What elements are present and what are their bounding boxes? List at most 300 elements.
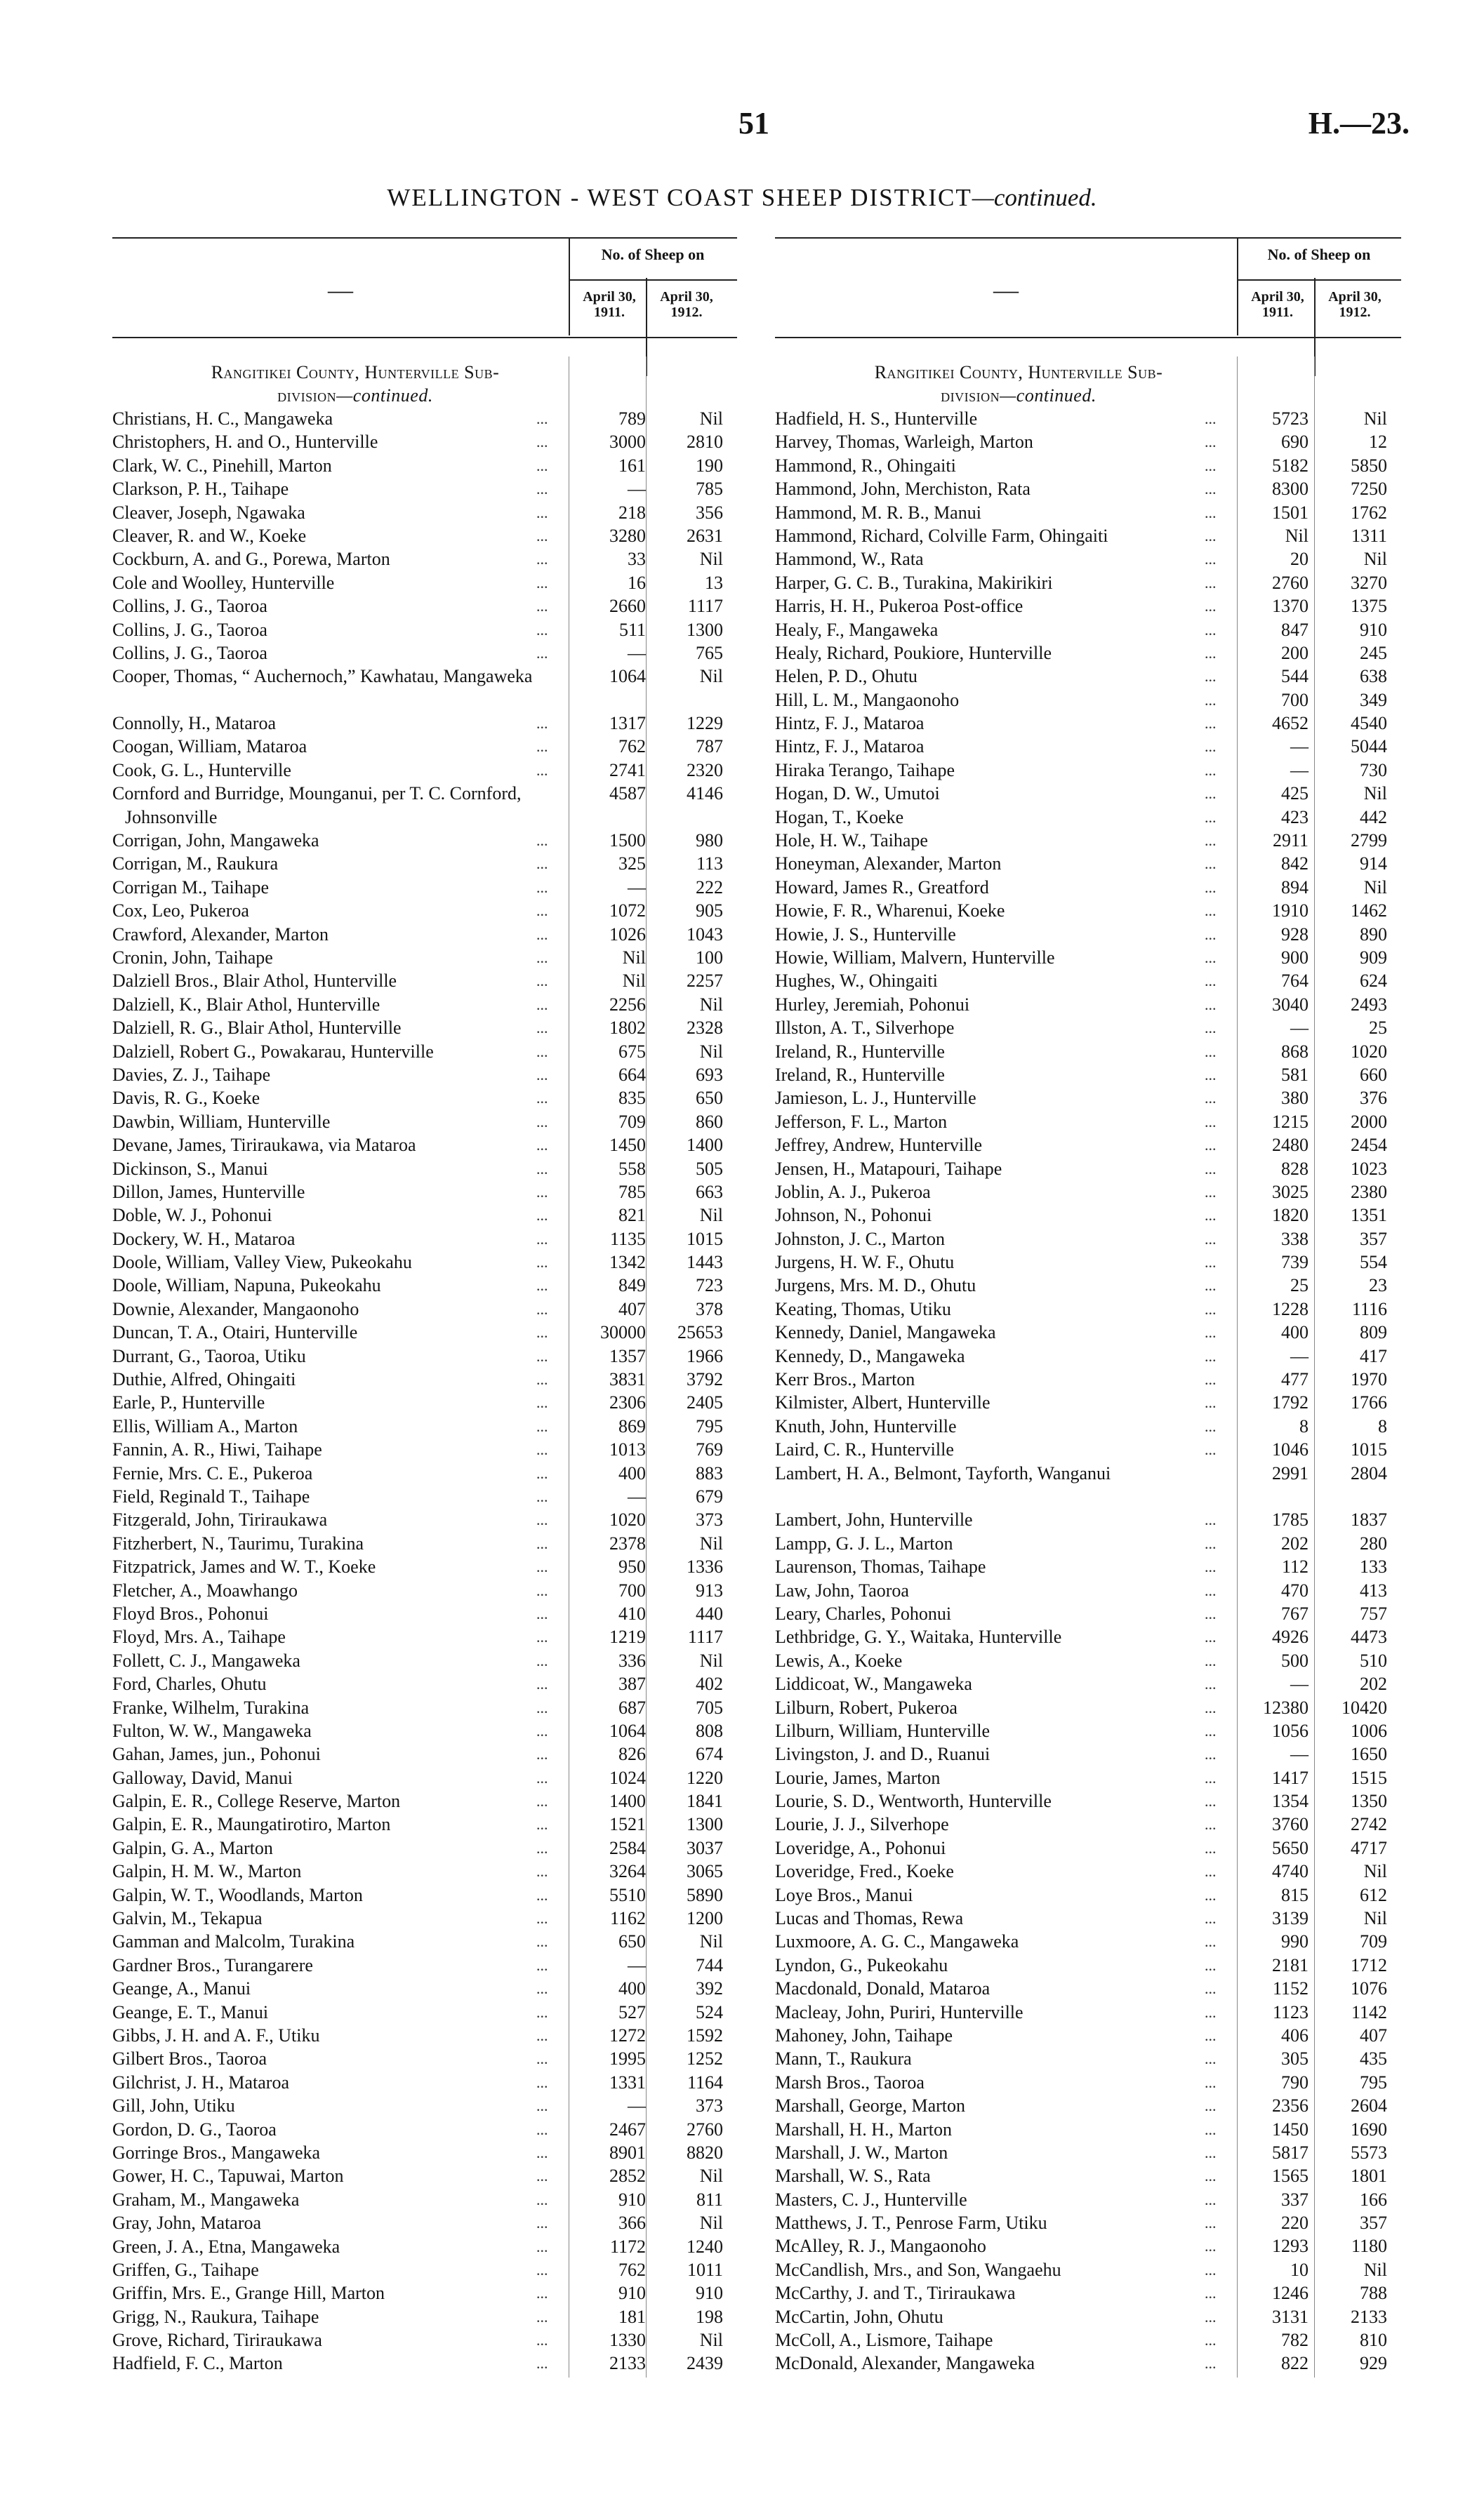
- table-row: [775, 1251, 1401, 1274]
- table-row: [775, 1860, 1401, 1883]
- table-row: [112, 2071, 737, 2094]
- table-row: [112, 2328, 737, 2352]
- table-row: [775, 1930, 1401, 1953]
- owner-name: Hadfield, F. C., Marton: [112, 2353, 283, 2374]
- leader-dots: ...: [536, 1136, 548, 1154]
- sheep-count-1911: 675: [618, 1041, 646, 1062]
- owner-name: Laird, C. R., Hunterville: [775, 1439, 954, 1460]
- header-dash: —: [328, 276, 353, 304]
- leader-dots: ...: [536, 573, 548, 592]
- sheep-count-1911: 1792: [1272, 1392, 1309, 1413]
- sheep-count-1912: 744: [696, 1954, 723, 1975]
- leader-dots: ...: [1205, 1136, 1217, 1154]
- leader-dots: ...: [1205, 1324, 1217, 1342]
- owner-name: McCandlish, Mrs., and Son, Wangaehu: [775, 2259, 1061, 2280]
- leader-dots: ...: [536, 2120, 548, 2138]
- sheep-count-1912: 2804: [1351, 1462, 1387, 1484]
- sheep-count-1911: 928: [1281, 924, 1309, 945]
- leader-dots: ...: [536, 1394, 548, 1412]
- sheep-count-1911: 410: [618, 1603, 646, 1624]
- owner-name: Gilbert Bros., Taoroa: [112, 2048, 267, 2069]
- table-row: [775, 2234, 1401, 2258]
- sheep-count-1911: 20: [1290, 549, 1309, 570]
- leader-dots: ...: [1205, 1558, 1217, 1576]
- sheep-count-1912: 2604: [1351, 2095, 1387, 2116]
- sheep-count-1911: 1064: [609, 666, 646, 687]
- table-row: [775, 594, 1401, 618]
- table-row: [112, 1742, 737, 1766]
- sheep-count-1912: 1006: [1351, 1720, 1387, 1741]
- sheep-count-1912: 2133: [1351, 2306, 1387, 2327]
- leader-dots: ...: [536, 925, 548, 943]
- owner-name: Corrigan M., Taihape: [112, 876, 269, 898]
- owner-name: Liddicoat, W., Mangaweka: [775, 1674, 972, 1695]
- sheep-count-1911: 1565: [1272, 2166, 1309, 2187]
- sheep-count-1912: 2742: [1351, 1814, 1387, 1835]
- sheep-count-1911: 8: [1299, 1415, 1309, 1436]
- leader-dots: ...: [1205, 503, 1217, 521]
- table-row: [775, 1415, 1401, 1438]
- table-row: [775, 1813, 1401, 1836]
- leader-dots: ...: [536, 1815, 548, 1834]
- sheep-count-1912: 650: [696, 1088, 723, 1109]
- sheep-count-1912: Nil: [699, 2213, 723, 2234]
- leader-dots: ...: [536, 1956, 548, 1974]
- owner-name: Joblin, A. J., Pukeroa: [775, 1181, 931, 1202]
- leader-dots: ...: [1205, 785, 1217, 803]
- sheep-count-1911: 1152: [1272, 1978, 1309, 1999]
- leader-dots: ...: [1205, 878, 1217, 896]
- leader-dots: ...: [1205, 2331, 1217, 2349]
- leader-dots: ...: [536, 1604, 548, 1622]
- sheep-count-1912: 1712: [1351, 1954, 1387, 1975]
- leader-dots: ...: [1205, 2097, 1217, 2115]
- header-col-1911: April 30, 1911.: [583, 289, 636, 320]
- leader-dots: ...: [1205, 456, 1217, 474]
- leader-dots: ...: [536, 1628, 548, 1646]
- table-row: [112, 1016, 737, 1039]
- sheep-count-1911: 500: [1281, 1650, 1309, 1671]
- leader-dots: ...: [536, 1980, 548, 1998]
- owner-name: Dalziell, K., Blair Athol, Hunterville: [112, 994, 380, 1015]
- sheep-count-1912: 1164: [687, 2072, 723, 2093]
- leader-dots: ...: [536, 620, 548, 639]
- leader-dots: ...: [536, 1324, 548, 1342]
- sheep-count-1911: 849: [618, 1275, 646, 1296]
- sheep-count-1911: 709: [618, 1111, 646, 1132]
- sheep-count-1912: 1117: [687, 596, 723, 617]
- sheep-count-1911: 5650: [1272, 1837, 1309, 1858]
- leader-dots: ...: [536, 1886, 548, 1904]
- owner-name: Gill, John, Utiku: [112, 2095, 235, 2116]
- table-row: [112, 2001, 737, 2024]
- leader-dots: ...: [536, 2050, 548, 2068]
- sheep-count-1912: 407: [1360, 2025, 1387, 2046]
- sheep-count-1912: 1229: [687, 713, 723, 734]
- leader-dots: ...: [536, 1042, 548, 1060]
- table-row: [112, 407, 737, 430]
- sheep-count-1911: 1024: [609, 1767, 646, 1788]
- table-row: [775, 2281, 1401, 2305]
- leader-dots: ...: [536, 1698, 548, 1716]
- table-row: [112, 1157, 737, 1180]
- owner-name: Dalziell, Robert G., Powakarau, Hunterville: [112, 1041, 434, 1062]
- sheep-count-1912: 1351: [1351, 1205, 1387, 1226]
- owner-name: Hammond, W., Rata: [775, 549, 924, 570]
- sheep-count-1912: 8820: [687, 2142, 723, 2163]
- owner-name: Lethbridge, G. Y., Waitaka, Hunterville: [775, 1627, 1062, 1648]
- sheep-count-1912: 1841: [687, 1791, 723, 1812]
- table-row: [775, 1040, 1401, 1063]
- owner-name: Leary, Charles, Pohonui: [775, 1603, 952, 1624]
- sheep-count-1912: 392: [696, 1978, 723, 1999]
- leader-dots: ...: [536, 2331, 548, 2349]
- table-row: [112, 899, 737, 922]
- sheep-count-1912: 809: [1360, 1322, 1387, 1343]
- leader-dots: ...: [1205, 2050, 1217, 2068]
- sheep-count-1911: 700: [618, 1580, 646, 1601]
- owner-name: Lourie, S. D., Wentworth, Hunterville: [775, 1791, 1052, 1812]
- sheep-count-1912: 505: [696, 1158, 723, 1179]
- sheep-count-1912: 810: [1360, 2330, 1387, 2351]
- sheep-count-1912: Nil: [1363, 783, 1387, 804]
- sheep-count-1912: 808: [696, 1720, 723, 1741]
- sheep-count-1911: 10: [1290, 2259, 1309, 2280]
- sheep-count-1912: 1142: [1351, 2001, 1387, 2022]
- sheep-count-1911: —: [1290, 1345, 1309, 1366]
- leader-dots: ...: [1205, 1581, 1217, 1599]
- sheep-count-1911: 2991: [1272, 1462, 1309, 1484]
- owner-name: Macleay, John, Puriri, Hunterville: [775, 2001, 1023, 2022]
- table-row: [775, 1836, 1401, 1860]
- leader-dots: ...: [536, 433, 548, 451]
- sheep-count-1912: 909: [1360, 947, 1387, 968]
- sheep-count-1912: 23: [1369, 1275, 1387, 1296]
- sheep-count-1912: 5573: [1351, 2142, 1387, 2163]
- leader-dots: ...: [1205, 1909, 1217, 1928]
- table-row: [112, 1930, 737, 1953]
- sheep-count-1912: 1443: [687, 1252, 723, 1273]
- owner-name: Hammond, Richard, Colville Farm, Ohingaiti: [775, 525, 1108, 546]
- sheep-count-1912: Nil: [699, 2166, 723, 2187]
- owner-name: Crawford, Alexander, Marton: [112, 924, 329, 945]
- owner-name: Luxmoore, A. G. C., Mangaweka: [775, 1931, 1019, 1952]
- leader-dots: ...: [536, 1229, 548, 1248]
- table-row: [775, 1625, 1401, 1648]
- owner-name: Gower, H. C., Tapuwai, Marton: [112, 2166, 344, 2187]
- owner-name: Doole, William, Valley View, Pukeokahu: [112, 1252, 412, 1273]
- sheep-count-1911: 1246: [1272, 2283, 1309, 2304]
- sheep-count-1911: 910: [618, 2283, 646, 2304]
- sheep-count-1912: Nil: [699, 549, 723, 570]
- owner-name: Cox, Leo, Pukeroa: [112, 900, 249, 921]
- owner-name: Jeffrey, Andrew, Hunterville: [775, 1135, 983, 1156]
- leader-dots: ...: [1205, 2120, 1217, 2138]
- sheep-count-1911: 990: [1281, 1931, 1309, 1952]
- sheep-count-1912: 1023: [1351, 1158, 1387, 1179]
- leader-dots: ...: [1205, 855, 1217, 873]
- owner-name: Collins, J. G., Taoroa: [112, 596, 267, 617]
- table-row: [775, 2047, 1401, 2070]
- owner-name: Fitzpatrick, James and W. T., Koeke: [112, 1556, 376, 1578]
- sheep-count-1911: 202: [1281, 1533, 1309, 1554]
- sheep-count-1911: 400: [618, 1462, 646, 1484]
- sheep-count-1911: 181: [618, 2306, 646, 2327]
- sheep-count-1911: 581: [1281, 1064, 1309, 1085]
- leader-dots: ...: [1205, 620, 1217, 639]
- sheep-count-1911: 477: [1281, 1369, 1309, 1390]
- owner-name: Clark, W. C., Pinehill, Marton: [112, 455, 332, 476]
- leader-dots: ...: [1205, 2354, 1217, 2373]
- owner-name: Connolly, H., Mataroa: [112, 713, 276, 734]
- owner-name: McAlley, R. J., Mangaonoho: [775, 2236, 986, 2257]
- sheep-count-1911: 1450: [1272, 2119, 1309, 2140]
- owner-name: Harris, H. H., Pukeroa Post-office: [775, 596, 1023, 617]
- leader-dots: ...: [536, 1745, 548, 1764]
- owner-name: Floyd, Mrs. A., Taihape: [112, 1627, 286, 1648]
- sheep-count-1911: 687: [618, 1697, 646, 1718]
- sheep-count-1912: Nil: [699, 1650, 723, 1671]
- table-row: [775, 407, 1401, 430]
- table-row: [775, 641, 1401, 665]
- owner-name: Healy, Richard, Poukiore, Hunterville: [775, 642, 1052, 663]
- sheep-count-1911: 821: [618, 1205, 646, 1226]
- table-row: [112, 2141, 737, 2164]
- owner-name: Lewis, A., Koeke: [775, 1650, 903, 1671]
- owner-name: Masters, C. J., Hunterville: [775, 2189, 967, 2210]
- table-row: [775, 852, 1401, 875]
- sheep-count-1912: 5044: [1351, 736, 1387, 757]
- sheep-count-1912: 417: [1360, 1345, 1387, 1366]
- sheep-count-1912: 785: [696, 479, 723, 500]
- table-row: [775, 2001, 1401, 2024]
- sheep-count-1912: 2439: [687, 2353, 723, 2374]
- header-group-label: No. of Sheep on: [1267, 246, 1371, 263]
- owner-name: Jensen, H., Matapouri, Taihape: [775, 1158, 1002, 1179]
- sheep-count-1911: 3139: [1272, 1908, 1309, 1929]
- sheep-count-1912: 890: [1360, 924, 1387, 945]
- sheep-count-1911: —: [1290, 736, 1309, 757]
- sheep-count-1911: 1219: [609, 1627, 646, 1648]
- owner-name: Dockery, W. H., Mataroa: [112, 1228, 296, 1249]
- sheep-count-1911: 12380: [1263, 1697, 1309, 1718]
- owner-name: Doole, William, Napuna, Pukeokahu: [112, 1275, 381, 1296]
- leader-dots: ...: [536, 1371, 548, 1389]
- leader-dots: ...: [536, 1089, 548, 1107]
- sheep-count-1912: 1043: [687, 924, 723, 945]
- sheep-count-1912: 929: [1360, 2353, 1387, 2374]
- owner-name: Keating, Thomas, Utiku: [775, 1298, 951, 1319]
- sheep-count-1911: 950: [618, 1556, 646, 1578]
- table-row: [775, 1086, 1401, 1109]
- owner-name: Duthie, Alfred, Ohingaiti: [112, 1369, 296, 1390]
- table-row: [112, 1321, 737, 1344]
- table-row: [112, 852, 737, 875]
- owner-name: Hammond, John, Merchiston, Rata: [775, 479, 1031, 500]
- leader-dots: ...: [1205, 2307, 1217, 2326]
- table-row: [112, 1884, 737, 1907]
- header-rule: [569, 279, 737, 281]
- sheep-count-1911: 789: [618, 408, 646, 429]
- leader-dots: ...: [1205, 2026, 1217, 2044]
- owner-name: Green, J. A., Etna, Mangaweka: [112, 2236, 340, 2257]
- table-row: [775, 2094, 1401, 2117]
- owner-name: Durrant, G., Taoroa, Utiku: [112, 1345, 306, 1366]
- owner-name: Corrigan, John, Mangaweka: [112, 830, 319, 851]
- owner-name: Dillon, James, Hunterville: [112, 1181, 305, 1202]
- sheep-count-1912: 660: [1360, 1064, 1387, 1085]
- sheep-count-1912: 638: [1360, 666, 1387, 687]
- sheep-count-1912: 795: [696, 1415, 723, 1436]
- sheep-count-1911: 1135: [609, 1228, 646, 1249]
- table-row: [112, 876, 737, 899]
- leader-dots: ...: [1205, 2237, 1217, 2255]
- owner-name: Lucas and Thomas, Rewa: [775, 1908, 964, 1929]
- sheep-count-1912: Nil: [699, 2330, 723, 2351]
- table-row: [775, 1157, 1401, 1180]
- owner-name: Laurenson, Thomas, Taihape: [775, 1556, 986, 1578]
- sheep-count-1911: 1172: [609, 2236, 646, 2257]
- sheep-count-1912: 4717: [1351, 1837, 1387, 1858]
- table-row: [112, 1298, 737, 1321]
- sheep-count-1912: 349: [1360, 689, 1387, 710]
- sheep-count-1912: Nil: [699, 994, 723, 1015]
- owner-name: McCartin, John, Ohutu: [775, 2306, 943, 2327]
- owner-name: Fletcher, A., Moawhango: [112, 1580, 298, 1601]
- sheep-count-1912: 373: [696, 1509, 723, 1531]
- leader-dots: ...: [1205, 1347, 1217, 1365]
- sheep-count-1912: Nil: [1363, 1861, 1387, 1882]
- table-row: [112, 2118, 737, 2141]
- leader-dots: ...: [1205, 1159, 1217, 1178]
- sheep-count-1911: 3000: [609, 432, 646, 453]
- sheep-count-1912: 3270: [1351, 572, 1387, 593]
- sheep-count-1912: 2380: [1351, 1181, 1387, 1202]
- table-row: [112, 2024, 737, 2047]
- sheep-count-1912: 1300: [687, 619, 723, 640]
- sheep-count-1912: 3065: [687, 1861, 723, 1882]
- owner-name: Christophers, H. and O., Hunterville: [112, 432, 378, 453]
- table-row: [775, 1954, 1401, 1977]
- table-row: [775, 1532, 1401, 1555]
- sheep-count-1912: 1220: [687, 1767, 723, 1788]
- table-row: [775, 547, 1401, 571]
- sheep-count-1911: Nil: [622, 947, 646, 968]
- sheep-count-1911: 1046: [1272, 1439, 1309, 1460]
- leader-dots: ...: [1205, 1721, 1217, 1740]
- leader-dots: ...: [1205, 1511, 1217, 1529]
- sheep-count-1911: 3040: [1272, 994, 1309, 1015]
- sheep-count-1911: 1228: [1272, 1298, 1309, 1319]
- leader-dots: ...: [1205, 1815, 1217, 1834]
- table-row: [112, 1954, 737, 1977]
- table-row: [112, 1391, 737, 1414]
- owner-name: Loveridge, A., Pohonui: [775, 1837, 946, 1858]
- sheep-count-1911: 690: [1281, 432, 1309, 453]
- owner-name: Cooper, Thomas, “ Auchernoch,” Kawhatau, Mangaweka: [112, 666, 533, 687]
- table-row: [112, 1649, 737, 1672]
- table-row: [775, 969, 1401, 992]
- leader-dots: ...: [536, 1464, 548, 1482]
- sheep-count-1912: 13: [705, 572, 723, 593]
- owner-name: Lourie, James, Marton: [775, 1767, 941, 1788]
- table-row: [775, 1274, 1401, 1297]
- sheep-count-1911: 826: [618, 1744, 646, 1765]
- sheep-count-1911: —: [628, 876, 646, 898]
- leader-dots: ...: [536, 644, 548, 662]
- sheep-count-1911: 2911: [1272, 830, 1309, 851]
- column-separator: [1237, 237, 1238, 335]
- sheep-count-1912: 1375: [1351, 596, 1387, 617]
- page-title: [0, 184, 1484, 212]
- owner-name: Dalziell Bros., Blair Athol, Hunterville: [112, 971, 397, 992]
- owner-name: Howard, James R., Greatford: [775, 876, 989, 898]
- leader-dots: ...: [1205, 1229, 1217, 1248]
- sheep-count-1911: 815: [1281, 1884, 1309, 1905]
- sheep-count-1912: 1116: [1351, 1298, 1387, 1319]
- leader-dots: ...: [1205, 925, 1217, 943]
- leader-dots: ...: [1205, 1534, 1217, 1552]
- sheep-count-1912: 2631: [687, 525, 723, 546]
- owner-name: Fulton, W. W., Mangaweka: [112, 1720, 312, 1741]
- table-row: [112, 829, 737, 852]
- sheep-count-1912: 100: [696, 947, 723, 968]
- leader-dots: ...: [536, 761, 548, 779]
- owner-name: Lyndon, G., Pukeokahu: [775, 1954, 948, 1975]
- table-row: [112, 1836, 737, 1860]
- owner-name: Jurgens, Mrs. M. D., Ohutu: [775, 1275, 976, 1296]
- sheep-count-1912: Nil: [699, 1205, 723, 1226]
- sheep-count-1912: 198: [696, 2306, 723, 2327]
- owner-name: Cleaver, Joseph, Ngawaka: [112, 502, 305, 523]
- sheep-count-1911: 835: [618, 1088, 646, 1109]
- table-row: [112, 2211, 737, 2234]
- sheep-count-1912: 1300: [687, 1814, 723, 1835]
- sheep-count-1911: —: [1290, 1744, 1309, 1765]
- sheep-count-1911: 1342: [609, 1252, 646, 1273]
- sheep-count-1912: 2760: [687, 2119, 723, 2140]
- sheep-count-1911: 1357: [609, 1345, 646, 1366]
- leader-dots: ...: [536, 832, 548, 850]
- table-row: [112, 1977, 737, 2000]
- owner-name: Kennedy, D., Mangaweka: [775, 1345, 965, 1366]
- owner-name: McCarthy, J. and T., Tiriraukawa: [775, 2283, 1016, 2304]
- owner-name: Ireland, R., Hunterville: [775, 1064, 945, 1085]
- sheep-count-1912: 166: [1360, 2189, 1387, 2210]
- sheep-count-1911: 511: [618, 619, 646, 640]
- table-row: [775, 712, 1401, 735]
- sheep-count-1912: 674: [696, 1744, 723, 1765]
- sheep-count-1911: 5723: [1272, 408, 1309, 429]
- sheep-count-1911: 4926: [1272, 1627, 1309, 1648]
- header-col-1912: April 30, 1912.: [1328, 289, 1382, 320]
- owner-name: Hadfield, H. S., Hunterville: [775, 408, 978, 429]
- table-row: [775, 665, 1401, 688]
- owner-name: Dalziell, R. G., Blair Athol, Hunterville: [112, 1018, 402, 1039]
- sheep-count-1911: 558: [618, 1158, 646, 1179]
- owner-name: Ellis, William A., Marton: [112, 1415, 298, 1436]
- owner-name: Graham, M., Mangaweka: [112, 2189, 300, 2210]
- sheep-count-1911: 337: [1281, 2189, 1309, 2210]
- leader-dots: ...: [1205, 1980, 1217, 1998]
- sheep-count-1912: 554: [1360, 1252, 1387, 1273]
- table-row: [112, 641, 737, 665]
- leader-dots: ...: [1205, 1651, 1217, 1669]
- leader-dots: ...: [536, 2073, 548, 2091]
- owner-name: Galpin, E. R., College Reserve, Marton: [112, 1791, 401, 1812]
- table-row: [775, 501, 1401, 524]
- sheep-count-1911: 425: [1281, 783, 1309, 804]
